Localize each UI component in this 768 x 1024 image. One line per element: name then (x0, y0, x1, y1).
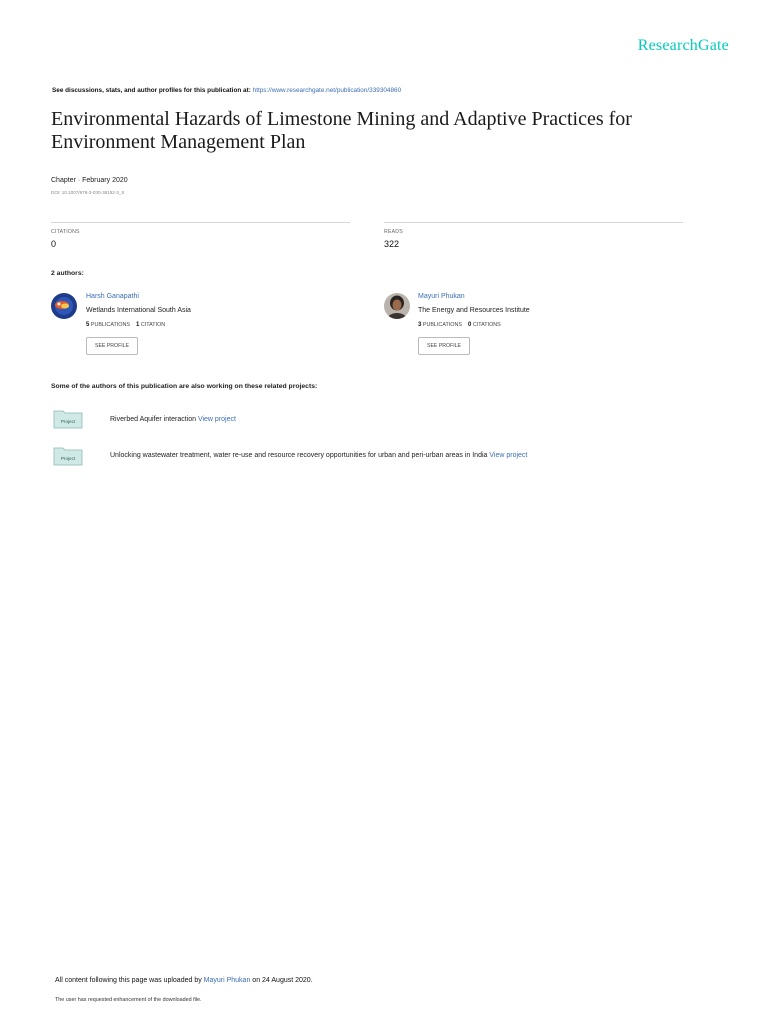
author-stats (418, 322, 501, 328)
doi: DOI: 10.1007/978-3-030-38152-3_8 (51, 190, 125, 195)
citations-value: 0 (51, 239, 57, 249)
publication-url-link[interactable]: https://www.researchgate.net/publication/339304860 (252, 87, 402, 94)
project-title: Riverbed Aquifer interaction (110, 416, 198, 423)
citations-divider (51, 222, 350, 223)
author-photo-icon (384, 293, 410, 319)
reads-label: READS (384, 229, 403, 235)
citations-label: CITATIONS (51, 229, 80, 235)
see-profile-button[interactable]: SEE PROFILE (418, 337, 470, 355)
reads-value: 322 (384, 239, 400, 249)
view-project-link[interactable]: View project (197, 416, 236, 423)
citations-label: CITATION (140, 322, 166, 328)
upload-suffix: on 24 August 2020. (250, 977, 313, 984)
view-project-link[interactable]: View project (489, 452, 528, 459)
uploader-link[interactable]: Mayuri Phukan (203, 977, 251, 984)
author-name-link[interactable]: Harsh Ganapathi (86, 293, 139, 300)
author-institution: The Energy and Resources Institute (418, 307, 530, 314)
avatar[interactable] (384, 293, 410, 319)
projects-heading: Some of the authors of this publication are also working on these related projects: (51, 383, 318, 390)
see-profile-button[interactable]: SEE PROFILE (86, 337, 138, 355)
avatar[interactable] (51, 293, 77, 319)
publications-label: PUBLICATIONS (422, 322, 462, 328)
author-institution: Wetlands International South Asia (86, 307, 191, 314)
researchgate-logo[interactable]: ResearchGate (637, 37, 729, 54)
author-photo-icon (51, 293, 77, 319)
project-item (110, 452, 527, 459)
upload-prefix: All content following this page was uploaded by (55, 977, 204, 984)
publications-count: 5 (86, 322, 90, 328)
author-stats (86, 322, 165, 328)
publications-count: 3 (418, 322, 422, 328)
project-title: Unlocking wastewater treatment, water re-use and resource recovery opportunities for urban and peri-urban areas in India (110, 452, 490, 459)
authors-heading: 2 authors: (51, 270, 84, 277)
project-folder-icon (53, 446, 83, 466)
citations-count: 1 (135, 322, 140, 328)
project-item (110, 416, 236, 423)
discussion-line (52, 87, 401, 94)
author-name-link[interactable]: Mayuri Phukan (418, 293, 465, 300)
publications-label: PUBLICATIONS (90, 322, 130, 328)
folder-label: Project (60, 456, 76, 461)
chapter-date: Chapter · February 2020 (51, 177, 128, 184)
citations-label: CITATIONS (472, 322, 501, 328)
publication-title: Environmental Hazards of Limestone Mining and Adaptive Practices for Environment Management Plan (51, 108, 632, 153)
enhancement-note: The user has requested enhancement of the downloaded file. (55, 997, 202, 1003)
citations-count: 0 (467, 322, 472, 328)
folder-label: Project (60, 419, 76, 424)
discussion-prefix: See discussions, stats, and author profiles for this publication at: (52, 87, 253, 94)
reads-divider (384, 222, 683, 223)
upload-note (55, 977, 313, 984)
project-folder-icon (53, 409, 83, 429)
